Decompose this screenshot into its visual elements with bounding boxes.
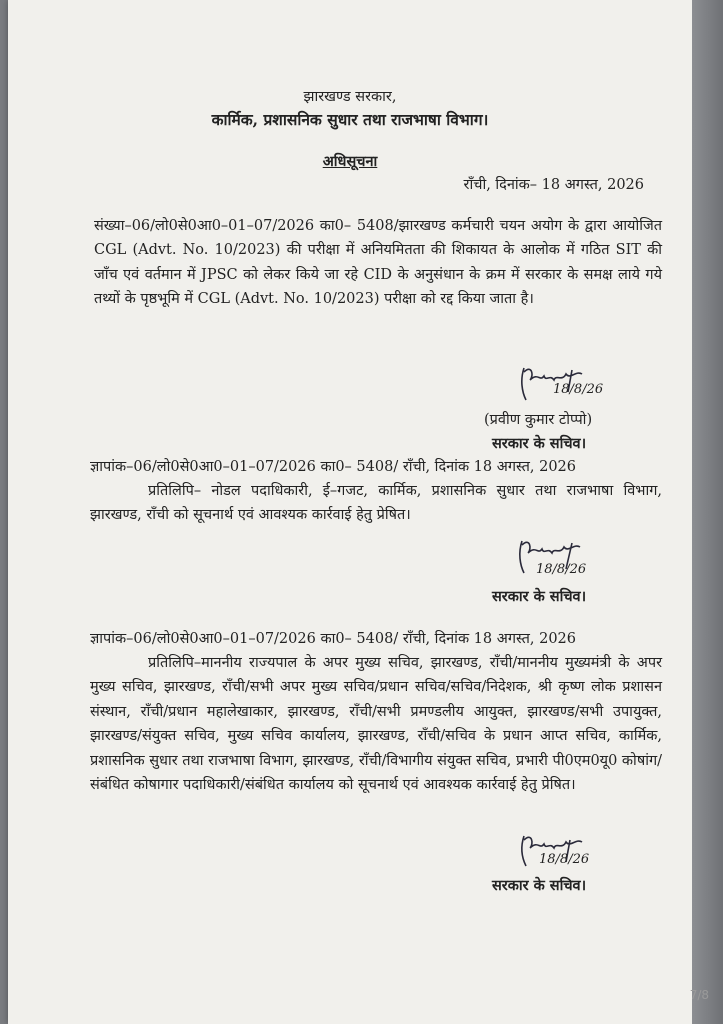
signature-3-date: 18/8/26 — [539, 852, 590, 867]
signature-2-date: 18/8/26 — [536, 562, 587, 577]
memo-1-copy-text: प्रतिलिपि– नोडल पदाधिकारी, ई–गजट, कार्मिक, प्रशासनिक सुधार तथा राजभाषा विभाग, झारखण्ड, राँची को सूचनार्थ एवं आवश्यक कार्रवाई हेतु प्रेषित। — [90, 483, 662, 524]
signatory-designation-3: सरकार के सचिव। — [492, 877, 587, 894]
notification-title: अधिसूचना — [322, 153, 378, 170]
memo-2-ref-line: ज्ञापांक–06/लो0से0आ0–01–07/2026 का0– 5408/ राँची, दिनांक 18 अगस्त, 2026 — [90, 631, 577, 647]
notification-body-text: द्वारा आयोजित CGL (Advt. No. 10/2023) की परीक्षा में अनियमितता की शिकायत के आलोक में गठित SIT की जाँच एवं वर्तमान में JPSC को लेकर किये जा रहे CID के अनुसंधान के क्रम में सरकार के समक्ष लाये गये तथ्यों के पृष्ठभूमि में CGL (Advt. No. 10/2023) परीक्षा को रद्द किया जाता है। — [94, 218, 662, 308]
notification-body-start: /झारखण्ड कर्मचारी चयन अयोग के — [393, 218, 580, 234]
signatory-designation-2: सरकार के सचिव। — [492, 588, 587, 605]
signatory-designation-1: सरकार के सचिव। — [492, 435, 587, 452]
notification-date: राँची, दिनांक– 18 अगस्त, 2026 — [463, 177, 644, 193]
government-name: झारखण्ड सरकार, — [303, 89, 397, 105]
scrollbar-track[interactable] — [689, 0, 723, 1024]
memo-2-copy-text: प्रतिलिपि–माननीय राज्यपाल के अपर मुख्य सचिव, झारखण्ड, राँची/माननीय मुख्यमंत्री के अपर मुख्य सचिव, झारखण्ड, राँची/सभी अपर मुख्य सचिव/प्रधान सचिव/सचिव/निदेशक, श्री कृष्ण लोक प्रशासन संस्थान, राँची/प्रधान महालेखाकार, झारखण्ड, राँची/सभी प्रमण्डलीय आयुक्त, झारखण्ड/सभी उपायुक्त, झारखण्ड/संयुक्त सचिव, मुख्य सचिव कार्यालय, झारखण्ड, राँची/सचिव के प्रधान आप्त सचिव, कार्मिक, प्रशासनिक सुधार तथा राजभाषा विभाग, झारखण्ड, राँची/विभागीय संयुक्त सचिव, प्रभारी पी0एम0यू0 कोषांग/संबंधित कोषागार पदाधिकारी/संबंधित कार्यालय को सूचनार्थ एवं आवश्यक कार्रवाई हेतु प्रेषित। — [90, 655, 662, 794]
page-indicator: 7/8 — [689, 988, 709, 1002]
document-page — [8, 0, 692, 1024]
signature-1-date: 18/8/26 — [553, 382, 604, 397]
notification-ref-number: संख्या–06/लो0से0आ0–01–07/2026 का0– 5408 — [94, 218, 394, 234]
signatory-name: (प्रवीण कुमार टोप्पो) — [484, 412, 593, 428]
memo-1-ref-line: ज्ञापांक–06/लो0से0आ0–01–07/2026 का0– 5408/ राँची, दिनांक 18 अगस्त, 2026 — [90, 459, 577, 475]
notification-body — [94, 214, 662, 312]
department-name: कार्मिक, प्रशासनिक सुधार तथा राजभाषा विभाग। — [211, 110, 489, 129]
